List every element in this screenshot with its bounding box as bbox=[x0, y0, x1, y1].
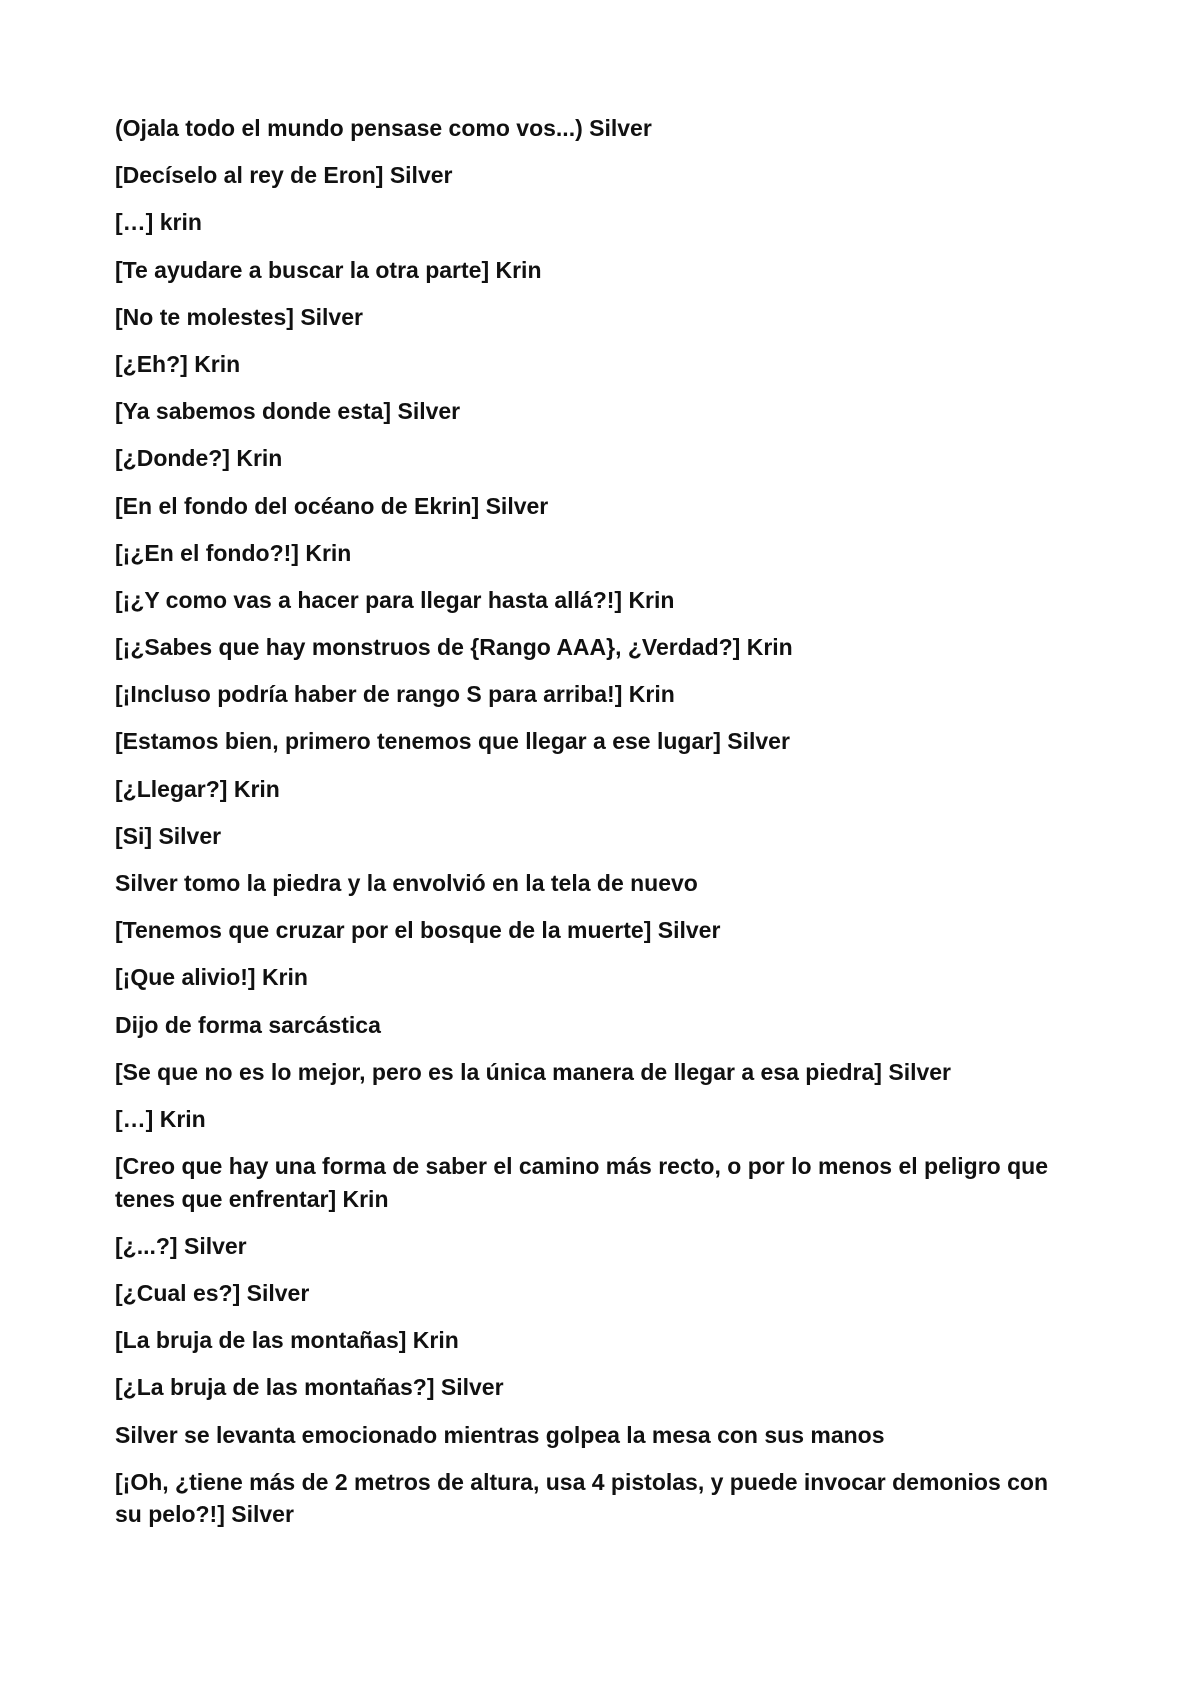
dialogue-line: [Te ayudare a buscar la otra parte] Krin bbox=[115, 256, 542, 283]
dialogue-line: [¿...?] Silver bbox=[115, 1232, 247, 1259]
dialogue-line: [Si] Silver bbox=[115, 822, 222, 849]
dialogue-line: [Tenemos que cruzar por el bosque de la muerte] Silver bbox=[115, 917, 721, 944]
dialogue-line: […] krin bbox=[115, 209, 202, 236]
narration-line: Silver tomo la piedra y la envolvió en la tela de nuevo bbox=[115, 870, 698, 896]
narration-line: Silver se levanta emocionado mientras golpea la mesa con sus manos bbox=[115, 1421, 885, 1448]
dialogue-line: [¡Incluso podría haber de rango S para arriba!] Krin bbox=[115, 681, 675, 708]
dialogue-line: [¿Eh?] Krin bbox=[115, 350, 241, 377]
dialogue-line: [¡Que alivio!] Krin bbox=[115, 964, 308, 991]
dialogue-line: […] Krin bbox=[115, 1105, 206, 1132]
dialogue-line: [Ya sabemos donde esta] Silver bbox=[115, 398, 461, 425]
dialogue-line: [¡¿Y como vas a hacer para llegar hasta allá?!] Krin bbox=[115, 586, 675, 613]
document-body bbox=[115, 112, 1075, 1545]
dialogue-line: [¿Cual es?] Silver bbox=[115, 1280, 310, 1306]
dialogue-line: [¡Oh, ¿tiene más de 2 metros de altura, usa 4 pistolas, y puede invocar demonios con su pelo?!] Silver bbox=[115, 1468, 1049, 1528]
dialogue-line: [Creo que hay una forma de saber el camino más recto, o por lo menos el peligro que tenes que enfrentar] Krin bbox=[115, 1153, 1049, 1212]
dialogue-line: [Estamos bien, primero tenemos que llegar a ese lugar] Silver bbox=[115, 728, 790, 755]
dialogue-line: [¿La bruja de las montañas?] Silver bbox=[115, 1374, 504, 1401]
narration-line: Dijo de forma sarcástica bbox=[115, 1011, 381, 1038]
dialogue-line: [La bruja de las montañas] Krin bbox=[115, 1327, 459, 1354]
dialogue-line: (Ojala todo el mundo pensase como vos...) Silver bbox=[115, 115, 652, 141]
dialogue-line: [En el fondo del océano de Ekrin] Silver bbox=[115, 492, 549, 519]
dialogue-line: [Se que no es lo mejor, pero es la única manera de llegar a esa piedra] Silver bbox=[115, 1058, 952, 1085]
dialogue-line: [¡¿Sabes que hay monstruos de {Rango AAA}, ¿Verdad?] Krin bbox=[115, 634, 793, 661]
dialogue-line: [Decíselo al rey de Eron] Silver bbox=[115, 162, 453, 189]
dialogue-line: [¿Llegar?] Krin bbox=[115, 775, 280, 802]
dialogue-line: [¿Donde?] Krin bbox=[115, 445, 283, 472]
dialogue-line: [No te molestes] Silver bbox=[115, 303, 363, 330]
dialogue-line: [¡¿En el fondo?!] Krin bbox=[115, 539, 352, 566]
